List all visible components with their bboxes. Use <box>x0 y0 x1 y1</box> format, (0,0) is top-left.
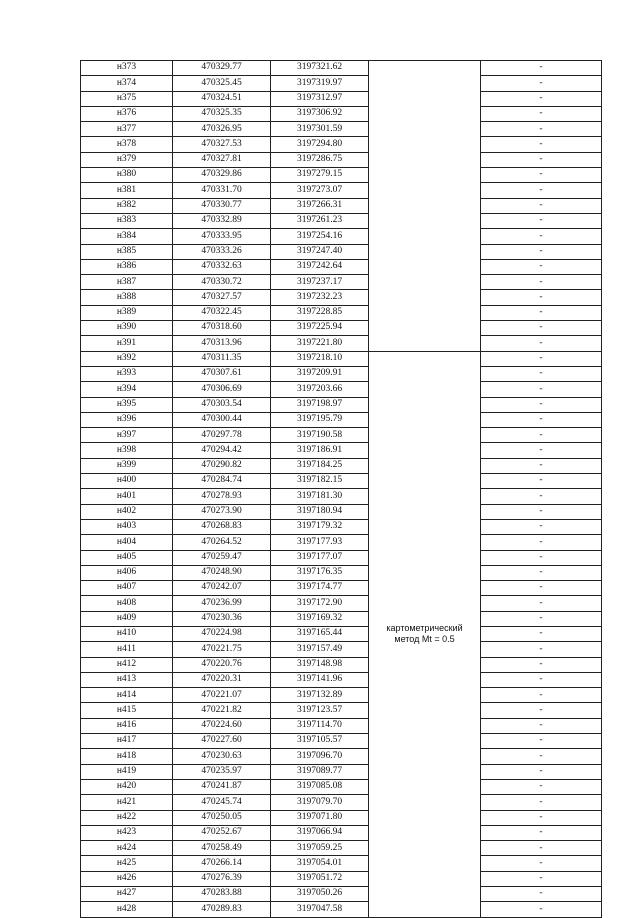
table-row <box>81 734 602 749</box>
y-coordinate-cell: 3197123.57 <box>271 703 369 718</box>
x-coordinate-cell: 470307.61 <box>173 366 271 381</box>
y-coordinate-cell: 3197071.80 <box>271 810 369 825</box>
y-coordinate-cell: 3197203.66 <box>271 382 369 397</box>
table-row <box>81 856 602 871</box>
table-row <box>81 76 602 91</box>
error-value-cell: - <box>481 626 602 641</box>
y-coordinate-cell: 3197169.32 <box>271 611 369 626</box>
error-value-cell: - <box>481 596 602 611</box>
error-value-cell: - <box>481 535 602 550</box>
x-coordinate-cell: 470322.45 <box>173 305 271 320</box>
point-number-cell: н415 <box>81 703 173 718</box>
y-coordinate-cell: 3197141.96 <box>271 672 369 687</box>
point-number-cell: н399 <box>81 458 173 473</box>
y-coordinate-cell: 3197279.15 <box>271 168 369 183</box>
y-coordinate-cell: 3197198.97 <box>271 397 369 412</box>
x-coordinate-cell: 470327.53 <box>173 137 271 152</box>
table-row <box>81 61 602 76</box>
table-row <box>81 458 602 473</box>
table-row <box>81 213 602 228</box>
y-coordinate-cell: 3197209.91 <box>271 366 369 381</box>
x-coordinate-cell: 470327.57 <box>173 290 271 305</box>
y-coordinate-cell: 3197218.10 <box>271 351 369 366</box>
y-coordinate-cell: 3197132.89 <box>271 688 369 703</box>
y-coordinate-cell: 3197301.59 <box>271 122 369 137</box>
point-number-cell: н409 <box>81 611 173 626</box>
point-number-cell: н425 <box>81 856 173 871</box>
x-coordinate-cell: 470278.93 <box>173 489 271 504</box>
table-row <box>81 382 602 397</box>
x-coordinate-cell: 470303.54 <box>173 397 271 412</box>
error-value-cell: - <box>481 290 602 305</box>
coordinates-table-body <box>81 61 602 918</box>
table-row <box>81 550 602 565</box>
y-coordinate-cell: 3197079.70 <box>271 795 369 810</box>
error-value-cell: - <box>481 137 602 152</box>
point-number-cell: н412 <box>81 657 173 672</box>
error-value-cell: - <box>481 887 602 902</box>
x-coordinate-cell: 470297.78 <box>173 428 271 443</box>
table-row <box>81 581 602 596</box>
error-value-cell: - <box>481 458 602 473</box>
x-coordinate-cell: 470230.63 <box>173 749 271 764</box>
point-number-cell: н379 <box>81 152 173 167</box>
point-number-cell: н424 <box>81 841 173 856</box>
error-value-cell: - <box>481 734 602 749</box>
point-number-cell: н414 <box>81 688 173 703</box>
method-cell-lower <box>369 351 481 917</box>
point-number-cell: н426 <box>81 871 173 886</box>
table-row <box>81 825 602 840</box>
y-coordinate-cell: 3197195.79 <box>271 412 369 427</box>
y-coordinate-cell: 3197221.80 <box>271 336 369 351</box>
point-number-cell: н421 <box>81 795 173 810</box>
y-coordinate-cell: 3197306.92 <box>271 106 369 121</box>
point-number-cell: н420 <box>81 779 173 794</box>
table-row <box>81 259 602 274</box>
y-coordinate-cell: 3197225.94 <box>271 321 369 336</box>
error-value-cell: - <box>481 718 602 733</box>
error-value-cell: - <box>481 91 602 106</box>
method-name-text: картометрический <box>386 622 463 633</box>
error-value-cell: - <box>481 244 602 259</box>
point-number-cell: н373 <box>81 61 173 76</box>
error-value-cell: - <box>481 351 602 366</box>
table-row <box>81 290 602 305</box>
method-cell-upper <box>369 61 481 352</box>
x-coordinate-cell: 470333.95 <box>173 229 271 244</box>
y-coordinate-cell: 3197179.32 <box>271 519 369 534</box>
x-coordinate-cell: 470327.81 <box>173 152 271 167</box>
y-coordinate-cell: 3197319.97 <box>271 76 369 91</box>
table-row <box>81 764 602 779</box>
x-coordinate-cell: 470242.07 <box>173 581 271 596</box>
point-number-cell: н418 <box>81 749 173 764</box>
y-coordinate-cell: 3197105.57 <box>271 734 369 749</box>
point-number-cell: н378 <box>81 137 173 152</box>
table-row <box>81 137 602 152</box>
y-coordinate-cell: 3197180.94 <box>271 504 369 519</box>
point-number-cell: н410 <box>81 626 173 641</box>
table-row <box>81 351 602 366</box>
table-row <box>81 795 602 810</box>
x-coordinate-cell: 470259.47 <box>173 550 271 565</box>
point-number-cell: н401 <box>81 489 173 504</box>
table-row <box>81 810 602 825</box>
point-number-cell: н417 <box>81 734 173 749</box>
x-coordinate-cell: 470329.86 <box>173 168 271 183</box>
point-number-cell: н382 <box>81 198 173 213</box>
point-number-cell: н385 <box>81 244 173 259</box>
coordinates-table <box>80 60 602 918</box>
y-coordinate-cell: 3197228.85 <box>271 305 369 320</box>
error-value-cell: - <box>481 550 602 565</box>
table-row <box>81 321 602 336</box>
y-coordinate-cell: 3197186.91 <box>271 443 369 458</box>
y-coordinate-cell: 3197050.26 <box>271 887 369 902</box>
y-coordinate-cell: 3197237.17 <box>271 275 369 290</box>
point-number-cell: н392 <box>81 351 173 366</box>
point-number-cell: н406 <box>81 565 173 580</box>
point-number-cell: н381 <box>81 183 173 198</box>
error-value-cell: - <box>481 519 602 534</box>
point-number-cell: н416 <box>81 718 173 733</box>
point-number-cell: н388 <box>81 290 173 305</box>
error-value-cell: - <box>481 198 602 213</box>
table-row <box>81 535 602 550</box>
error-value-cell: - <box>481 581 602 596</box>
y-coordinate-cell: 3197157.49 <box>271 642 369 657</box>
x-coordinate-cell: 470273.90 <box>173 504 271 519</box>
error-value-cell: - <box>481 856 602 871</box>
table-row <box>81 412 602 427</box>
error-value-cell: - <box>481 275 602 290</box>
table-row <box>81 749 602 764</box>
table-row <box>81 642 602 657</box>
error-value-cell: - <box>481 611 602 626</box>
point-number-cell: н404 <box>81 535 173 550</box>
table-row <box>81 841 602 856</box>
point-number-cell: н402 <box>81 504 173 519</box>
point-number-cell: н383 <box>81 213 173 228</box>
y-coordinate-cell: 3197047.58 <box>271 902 369 917</box>
table-row <box>81 672 602 687</box>
error-value-cell: - <box>481 443 602 458</box>
x-coordinate-cell: 470235.97 <box>173 764 271 779</box>
x-coordinate-cell: 470236.99 <box>173 596 271 611</box>
error-value-cell: - <box>481 259 602 274</box>
error-value-cell: - <box>481 152 602 167</box>
y-coordinate-cell: 3197085.08 <box>271 779 369 794</box>
error-value-cell: - <box>481 795 602 810</box>
x-coordinate-cell: 470325.45 <box>173 76 271 91</box>
point-number-cell: н419 <box>81 764 173 779</box>
x-coordinate-cell: 470250.05 <box>173 810 271 825</box>
table-row <box>81 183 602 198</box>
table-row <box>81 596 602 611</box>
error-value-cell: - <box>481 703 602 718</box>
x-coordinate-cell: 470311.35 <box>173 351 271 366</box>
table-row <box>81 152 602 167</box>
x-coordinate-cell: 470268.83 <box>173 519 271 534</box>
x-coordinate-cell: 470289.83 <box>173 902 271 917</box>
point-number-cell: н400 <box>81 474 173 489</box>
point-number-cell: н403 <box>81 519 173 534</box>
table-row <box>81 657 602 672</box>
table-row <box>81 229 602 244</box>
table-row <box>81 106 602 121</box>
error-value-cell: - <box>481 841 602 856</box>
y-coordinate-cell: 3197261.23 <box>271 213 369 228</box>
error-value-cell: - <box>481 749 602 764</box>
error-value-cell: - <box>481 672 602 687</box>
y-coordinate-cell: 3197174.77 <box>271 581 369 596</box>
error-value-cell: - <box>481 871 602 886</box>
table-row <box>81 168 602 183</box>
x-coordinate-cell: 470241.87 <box>173 779 271 794</box>
table-row <box>81 871 602 886</box>
table-row <box>81 198 602 213</box>
error-value-cell: - <box>481 168 602 183</box>
y-coordinate-cell: 3197254.16 <box>271 229 369 244</box>
y-coordinate-cell: 3197066.94 <box>271 825 369 840</box>
y-coordinate-cell: 3197273.07 <box>271 183 369 198</box>
error-value-cell: - <box>481 213 602 228</box>
error-value-cell: - <box>481 397 602 412</box>
point-number-cell: н376 <box>81 106 173 121</box>
y-coordinate-cell: 3197176.35 <box>271 565 369 580</box>
y-coordinate-cell: 3197054.01 <box>271 856 369 871</box>
y-coordinate-cell: 3197114.70 <box>271 718 369 733</box>
point-number-cell: н397 <box>81 428 173 443</box>
point-number-cell: н374 <box>81 76 173 91</box>
y-coordinate-cell: 3197172.90 <box>271 596 369 611</box>
x-coordinate-cell: 470331.70 <box>173 183 271 198</box>
table-row <box>81 336 602 351</box>
point-number-cell: н387 <box>81 275 173 290</box>
y-coordinate-cell: 3197059.25 <box>271 841 369 856</box>
error-value-cell: - <box>481 825 602 840</box>
error-value-cell: - <box>481 504 602 519</box>
x-coordinate-cell: 470326.95 <box>173 122 271 137</box>
y-coordinate-cell: 3197089.77 <box>271 764 369 779</box>
table-row <box>81 366 602 381</box>
point-number-cell: н422 <box>81 810 173 825</box>
x-coordinate-cell: 470258.49 <box>173 841 271 856</box>
x-coordinate-cell: 470332.89 <box>173 213 271 228</box>
point-number-cell: н384 <box>81 229 173 244</box>
x-coordinate-cell: 470290.82 <box>173 458 271 473</box>
y-coordinate-cell: 3197232.23 <box>271 290 369 305</box>
y-coordinate-cell: 3197177.93 <box>271 535 369 550</box>
x-coordinate-cell: 470220.76 <box>173 657 271 672</box>
table-row <box>81 611 602 626</box>
error-value-cell: - <box>481 321 602 336</box>
error-value-cell: - <box>481 76 602 91</box>
table-row <box>81 887 602 902</box>
table-row <box>81 688 602 703</box>
point-number-cell: н395 <box>81 397 173 412</box>
x-coordinate-cell: 470276.39 <box>173 871 271 886</box>
x-coordinate-cell: 470294.42 <box>173 443 271 458</box>
point-number-cell: н423 <box>81 825 173 840</box>
point-number-cell: н389 <box>81 305 173 320</box>
table-row <box>81 397 602 412</box>
point-number-cell: н386 <box>81 259 173 274</box>
error-value-cell: - <box>481 366 602 381</box>
point-number-cell: н411 <box>81 642 173 657</box>
y-coordinate-cell: 3197286.75 <box>271 152 369 167</box>
error-value-cell: - <box>481 657 602 672</box>
table-row <box>81 779 602 794</box>
y-coordinate-cell: 3197184.25 <box>271 458 369 473</box>
x-coordinate-cell: 470329.77 <box>173 61 271 76</box>
error-value-cell: - <box>481 810 602 825</box>
method-accuracy-text: метод Mt = 0.5 <box>394 634 455 645</box>
table-row <box>81 902 602 917</box>
table-row <box>81 428 602 443</box>
point-number-cell: н405 <box>81 550 173 565</box>
table-row <box>81 122 602 137</box>
y-coordinate-cell: 3197247.40 <box>271 244 369 259</box>
table-row <box>81 489 602 504</box>
error-value-cell: - <box>481 382 602 397</box>
error-value-cell: - <box>481 489 602 504</box>
point-number-cell: н390 <box>81 321 173 336</box>
x-coordinate-cell: 470230.36 <box>173 611 271 626</box>
y-coordinate-cell: 3197321.62 <box>271 61 369 76</box>
y-coordinate-cell: 3197312.97 <box>271 91 369 106</box>
table-row <box>81 504 602 519</box>
error-value-cell: - <box>481 779 602 794</box>
point-number-cell: н427 <box>81 887 173 902</box>
error-value-cell: - <box>481 229 602 244</box>
x-coordinate-cell: 470221.82 <box>173 703 271 718</box>
table-row <box>81 305 602 320</box>
x-coordinate-cell: 470324.51 <box>173 91 271 106</box>
error-value-cell: - <box>481 412 602 427</box>
x-coordinate-cell: 470245.74 <box>173 795 271 810</box>
point-number-cell: н380 <box>81 168 173 183</box>
point-number-cell: н408 <box>81 596 173 611</box>
x-coordinate-cell: 470313.96 <box>173 336 271 351</box>
x-coordinate-cell: 470221.07 <box>173 688 271 703</box>
table-row <box>81 519 602 534</box>
error-value-cell: - <box>481 565 602 580</box>
point-number-cell: н398 <box>81 443 173 458</box>
y-coordinate-cell: 3197266.31 <box>271 198 369 213</box>
x-coordinate-cell: 470248.90 <box>173 565 271 580</box>
x-coordinate-cell: 470284.74 <box>173 474 271 489</box>
y-coordinate-cell: 3197177.07 <box>271 550 369 565</box>
x-coordinate-cell: 470224.98 <box>173 626 271 641</box>
table-row <box>81 474 602 489</box>
point-number-cell: н377 <box>81 122 173 137</box>
x-coordinate-cell: 470306.69 <box>173 382 271 397</box>
point-number-cell: н396 <box>81 412 173 427</box>
error-value-cell: - <box>481 474 602 489</box>
x-coordinate-cell: 470318.60 <box>173 321 271 336</box>
x-coordinate-cell: 470330.72 <box>173 275 271 290</box>
x-coordinate-cell: 470266.14 <box>173 856 271 871</box>
error-value-cell: - <box>481 764 602 779</box>
point-number-cell: н394 <box>81 382 173 397</box>
point-number-cell: н428 <box>81 902 173 917</box>
point-number-cell: н413 <box>81 672 173 687</box>
point-number-cell: н407 <box>81 581 173 596</box>
x-coordinate-cell: 470283.88 <box>173 887 271 902</box>
error-value-cell: - <box>481 428 602 443</box>
x-coordinate-cell: 470264.52 <box>173 535 271 550</box>
error-value-cell: - <box>481 336 602 351</box>
y-coordinate-cell: 3197051.72 <box>271 871 369 886</box>
y-coordinate-cell: 3197181.30 <box>271 489 369 504</box>
error-value-cell: - <box>481 305 602 320</box>
table-row <box>81 626 602 641</box>
error-value-cell: - <box>481 642 602 657</box>
x-coordinate-cell: 470220.31 <box>173 672 271 687</box>
y-coordinate-cell: 3197165.44 <box>271 626 369 641</box>
table-row <box>81 91 602 106</box>
table-row <box>81 718 602 733</box>
table-row <box>81 565 602 580</box>
error-value-cell: - <box>481 122 602 137</box>
table-row <box>81 703 602 718</box>
table-row <box>81 443 602 458</box>
x-coordinate-cell: 470221.75 <box>173 642 271 657</box>
x-coordinate-cell: 470252.67 <box>173 825 271 840</box>
x-coordinate-cell: 470224.60 <box>173 718 271 733</box>
y-coordinate-cell: 3197182.15 <box>271 474 369 489</box>
y-coordinate-cell: 3197294.80 <box>271 137 369 152</box>
y-coordinate-cell: 3197148.98 <box>271 657 369 672</box>
error-value-cell: - <box>481 106 602 121</box>
y-coordinate-cell: 3197190.58 <box>271 428 369 443</box>
error-value-cell: - <box>481 61 602 76</box>
point-number-cell: н393 <box>81 366 173 381</box>
x-coordinate-cell: 470333.26 <box>173 244 271 259</box>
error-value-cell: - <box>481 688 602 703</box>
table-row <box>81 275 602 290</box>
table-row <box>81 244 602 259</box>
x-coordinate-cell: 470300.44 <box>173 412 271 427</box>
y-coordinate-cell: 3197096.70 <box>271 749 369 764</box>
x-coordinate-cell: 470330.77 <box>173 198 271 213</box>
x-coordinate-cell: 470325.35 <box>173 106 271 121</box>
error-value-cell: - <box>481 183 602 198</box>
error-value-cell: - <box>481 902 602 917</box>
point-number-cell: н391 <box>81 336 173 351</box>
y-coordinate-cell: 3197242.64 <box>271 259 369 274</box>
x-coordinate-cell: 470332.63 <box>173 259 271 274</box>
x-coordinate-cell: 470227.60 <box>173 734 271 749</box>
point-number-cell: н375 <box>81 91 173 106</box>
